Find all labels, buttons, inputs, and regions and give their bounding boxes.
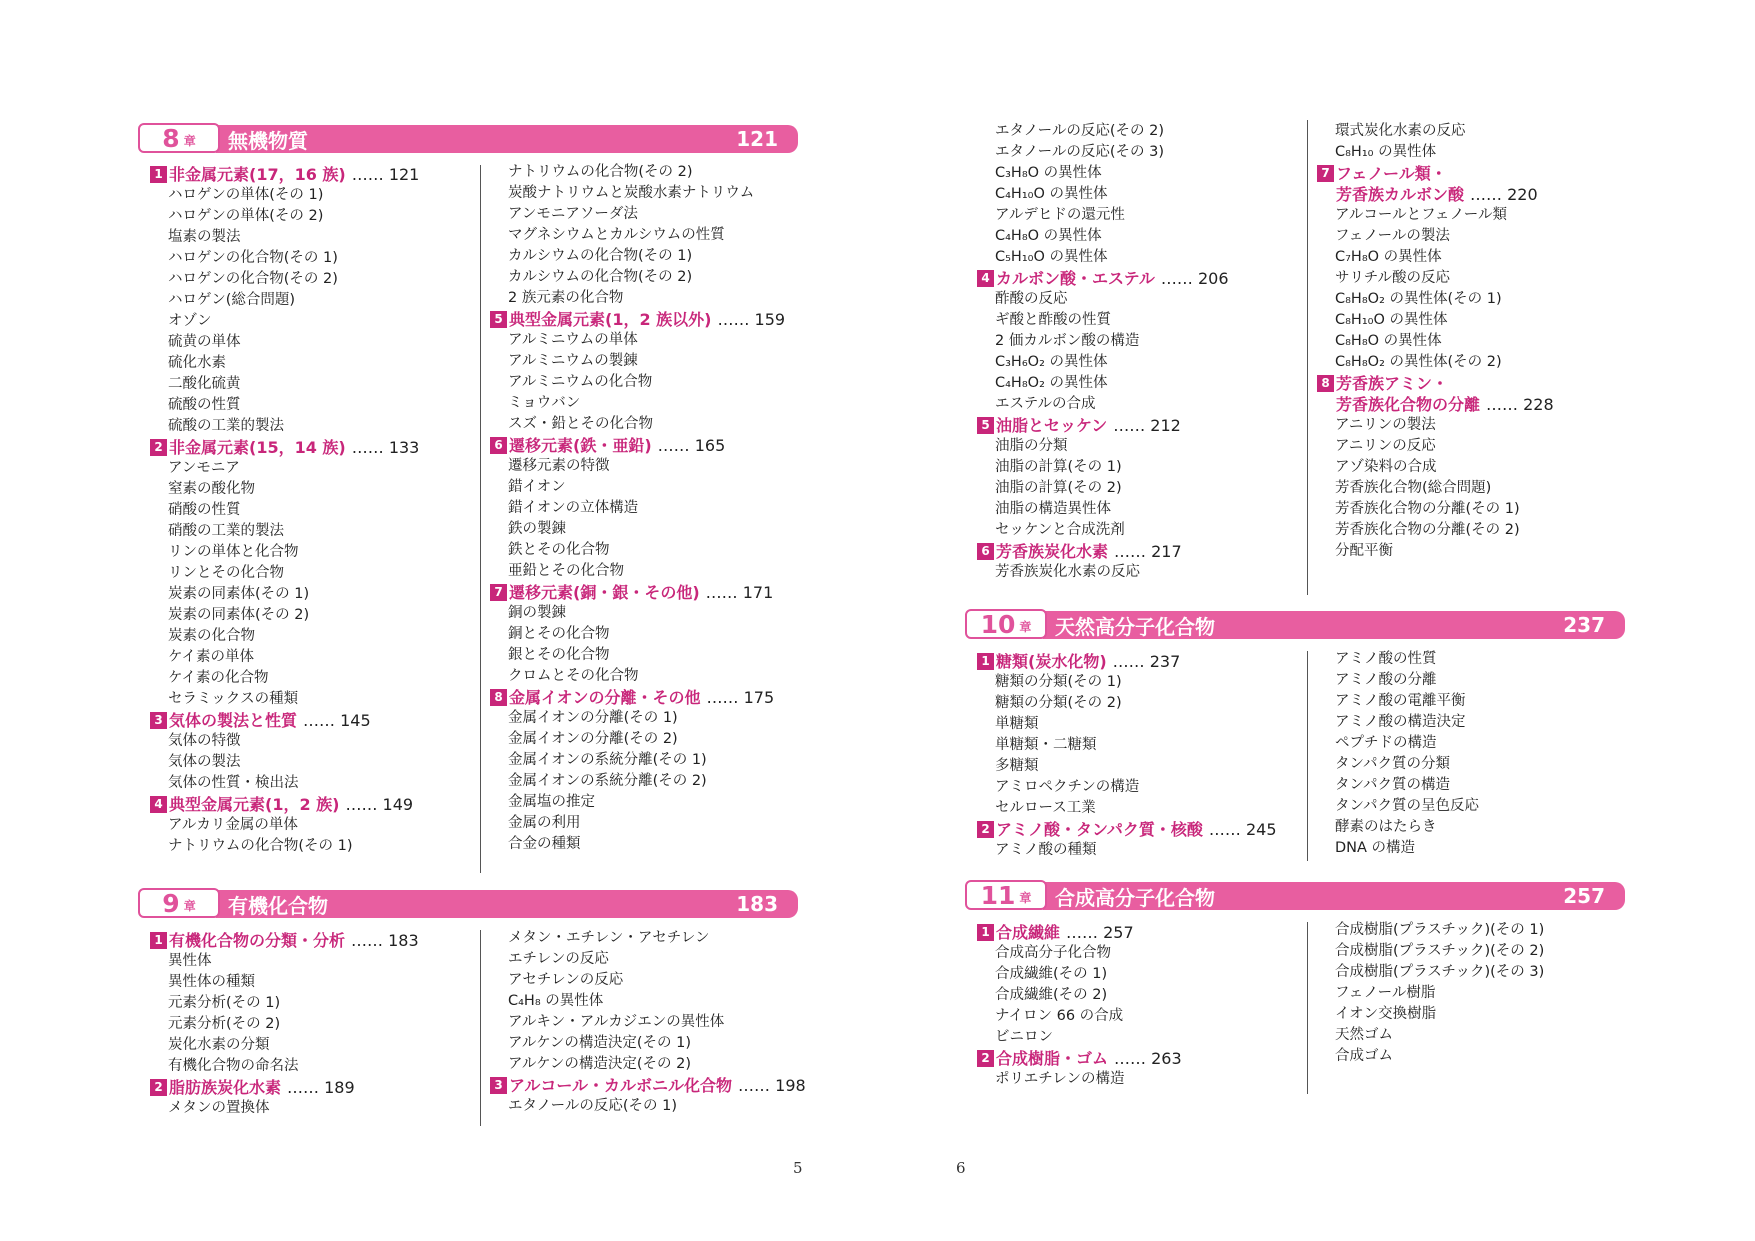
section-heading [490, 687, 810, 708]
toc-column [977, 922, 1297, 1090]
toc-item: エステルの合成 [995, 396, 1096, 412]
section-heading [977, 1048, 1297, 1069]
toc-item: アルミニウムの化合物 [508, 374, 653, 390]
toc-item: 気体の特徴 [168, 733, 241, 749]
section-number-badge: 5 [977, 417, 994, 434]
toc-item: 金属の利用 [508, 815, 581, 831]
toc-column [1317, 121, 1637, 562]
toc-item: アミノ酸の分離 [1335, 672, 1437, 688]
section-heading [490, 435, 810, 456]
section-heading [490, 1075, 810, 1096]
chapter-header [138, 888, 798, 920]
section-number-badge: 1 [150, 932, 167, 949]
section-title: 芳香族カルボン酸 [1336, 185, 1465, 204]
toc-item: C₈H₈O₂ の異性体(その 1) [1335, 291, 1502, 307]
section-heading [977, 268, 1297, 289]
toc-item: ミョウバン [508, 395, 581, 411]
toc-item: C₄H₈O の異性体 [995, 228, 1102, 244]
section-page: …… 145 [303, 711, 371, 730]
toc-item: ハロゲンの化合物(その 2) [168, 271, 338, 287]
section-page: …… 171 [705, 583, 774, 602]
toc-item: アミノ酸の電離平衡 [1335, 693, 1466, 709]
toc-item: エチレンの反応 [508, 951, 609, 967]
toc-item: エタノールの反応(その 2) [995, 123, 1164, 139]
section-title: 油脂とセッケン [996, 416, 1108, 435]
toc-item: C₈H₁₀O の異性体 [1335, 312, 1448, 328]
toc-item: 金属イオンの分離(その 2) [508, 731, 678, 747]
toc-item: 炭酸ナトリウムと炭酸水素ナトリウム [508, 185, 755, 201]
section-heading [977, 541, 1297, 562]
toc-item: 芳香族化合物の分離(その 2) [1335, 522, 1520, 538]
toc-column [1317, 920, 1637, 1067]
toc-column [977, 121, 1297, 583]
section-page: …… 245 [1208, 820, 1277, 839]
chapter-number: 9 [162, 888, 180, 918]
chapter-number-box [965, 609, 1047, 639]
chapter-suffix: 章 [1019, 620, 1032, 634]
section-heading [150, 437, 470, 458]
section-heading [150, 1077, 470, 1098]
section-number-badge: 8 [1317, 375, 1334, 392]
toc-item: 糖類の分類(その 1) [995, 674, 1122, 690]
section-number-badge: 2 [150, 439, 167, 456]
toc-item: 気体の性質・検出法 [168, 775, 299, 791]
section-title: フェノール類・ [1336, 164, 1447, 183]
toc-item: メタンの置換体 [168, 1100, 270, 1116]
toc-item: C₃H₆O₂ の異性体 [995, 354, 1108, 370]
section-page: …… 121 [351, 165, 420, 184]
section-page: …… 228 [1486, 395, 1554, 414]
page-number-left: 5 [793, 1159, 803, 1177]
toc-item: ビニロン [995, 1029, 1053, 1045]
toc-item: 単糖類・二糖類 [995, 737, 1097, 753]
section-heading [1317, 373, 1637, 394]
section-heading [150, 794, 470, 815]
toc-item: 炭素の化合物 [168, 628, 255, 644]
toc-item: 硫黄の単体 [168, 334, 241, 350]
toc-item: 合成高分子化合物 [995, 945, 1111, 961]
chapter-number: 8 [162, 123, 180, 153]
toc-item: DNA の構造 [1335, 840, 1416, 856]
toc-item: ナトリウムの化合物(その 2) [508, 164, 693, 180]
chapter-title: 合成高分子化合物 [1055, 885, 1215, 910]
toc-item: 芳香族炭化水素の反応 [995, 564, 1140, 580]
toc-item: ケイ素の化合物 [168, 670, 269, 686]
section-number-badge: 8 [490, 689, 507, 706]
chapter-page: 257 [1563, 884, 1605, 908]
section-title: 遷移元素(鉄・亜鉛) [509, 436, 652, 455]
toc-item: ハロゲン(総合問題) [168, 292, 296, 308]
section-page: …… 263 [1114, 1049, 1182, 1068]
section-title: 金属イオンの分離・その他 [509, 688, 701, 707]
chapter-page: 183 [736, 892, 778, 916]
toc-item: アルカリ金属の単体 [168, 817, 298, 833]
toc-item: フェノール樹脂 [1335, 985, 1436, 1001]
toc-item: 亜鉛とその化合物 [508, 563, 624, 579]
toc-item: 合成樹脂(プラスチック)(その 2) [1335, 943, 1545, 959]
chapter-header [965, 880, 1625, 912]
section-heading [150, 164, 470, 185]
toc-item: 有機化合物の命名法 [168, 1058, 299, 1074]
toc-item: 2 族元素の化合物 [508, 290, 624, 306]
column-divider [1307, 922, 1308, 1094]
section-number-badge: 1 [150, 166, 167, 183]
section-number-badge: 2 [150, 1079, 167, 1096]
toc-item: 合成樹脂(プラスチック)(その 1) [1335, 922, 1545, 938]
toc-item: フェノールの製法 [1335, 228, 1450, 244]
toc-item: 硫化水素 [168, 355, 226, 371]
section-number-badge: 3 [150, 712, 167, 729]
toc-item: セルロース工業 [995, 800, 1096, 816]
section-title: 脂肪族炭化水素 [169, 1078, 282, 1097]
chapter-page: 237 [1563, 613, 1605, 637]
toc-item: 合成ゴム [1335, 1048, 1393, 1064]
section-title: 典型金属元素(1，2 族) [169, 795, 340, 814]
section-title: 芳香族炭化水素 [996, 542, 1109, 561]
toc-item: C₈H₁₀ の異性体 [1335, 144, 1437, 160]
toc-item: アルコールとフェノール類 [1335, 207, 1507, 223]
section-page: …… 165 [657, 436, 726, 455]
chapter-suffix: 章 [183, 134, 196, 148]
toc-item: セラミックスの種類 [168, 691, 299, 707]
section-number-badge: 1 [977, 924, 994, 941]
toc-item: 銅の製錬 [508, 605, 566, 621]
toc-item: ポリエチレンの構造 [995, 1071, 1125, 1087]
toc-item: アミノ酸の性質 [1335, 651, 1437, 667]
toc-item: ナイロン 66 の合成 [995, 1008, 1124, 1024]
toc-item: 鉄の製錬 [508, 521, 566, 537]
toc-item: 単糖類 [995, 716, 1039, 732]
section-number-badge: 2 [977, 821, 994, 838]
chapter-suffix: 章 [183, 899, 196, 913]
toc-item: アンモニア [168, 460, 240, 476]
section-number-badge: 7 [1317, 165, 1334, 182]
toc-item: アルケンの構造決定(その 1) [508, 1035, 692, 1051]
toc-item: アルミニウムの単体 [508, 332, 638, 348]
toc-item: 金属塩の推定 [508, 794, 595, 810]
section-number-badge: 1 [977, 653, 994, 670]
section-page: …… 189 [287, 1078, 355, 1097]
toc-item: 二酸化硫黄 [168, 376, 241, 392]
toc-item: 気体の製法 [168, 754, 241, 770]
toc-column [150, 164, 470, 857]
section-page: …… 198 [738, 1076, 806, 1095]
toc-item: C₄H₈O₂ の異性体 [995, 375, 1108, 391]
toc-item: マグネシウムとカルシウムの性質 [508, 227, 725, 243]
chapter-number-box [965, 880, 1047, 910]
chapter-title: 天然高分子化合物 [1055, 614, 1215, 639]
chapter-title: 有機化合物 [228, 893, 328, 918]
section-page: …… 159 [717, 310, 786, 329]
page-number-right: 6 [956, 1159, 966, 1177]
toc-item: オゾン [168, 313, 212, 329]
toc-item: アルミニウムの製錬 [508, 353, 638, 369]
toc-item: リンとその化合物 [168, 565, 284, 581]
toc-item: ハロゲンの単体(その 1) [168, 187, 324, 203]
toc-item: 多糖類 [995, 758, 1039, 774]
section-number-badge: 3 [490, 1077, 507, 1094]
toc-item: 分配平衡 [1335, 543, 1393, 559]
toc-item: 元素分析(その 2) [168, 1016, 281, 1032]
toc-item: 2 価カルボン酸の構造 [995, 333, 1140, 349]
toc-item: C₅H₁₀O の異性体 [995, 249, 1108, 265]
section-heading [977, 922, 1297, 943]
chapter-number-box [138, 888, 220, 918]
section-heading [977, 415, 1297, 436]
chapter-header [138, 123, 798, 155]
section-number-badge: 7 [490, 584, 507, 601]
toc-item: 金属イオンの系統分離(その 1) [508, 752, 707, 768]
toc-item: 合金の種類 [508, 836, 581, 852]
column-divider [1307, 120, 1308, 595]
toc-item: 炭化水素の分類 [168, 1037, 270, 1053]
toc-item: ギ酸と酢酸の性質 [995, 312, 1111, 328]
toc-item: 硫酸の性質 [168, 397, 241, 413]
section-title: カルボン酸・エステル [996, 269, 1155, 288]
section-number-badge: 6 [977, 543, 994, 560]
chapter-title: 無機物質 [228, 128, 308, 153]
toc-item: アニリンの反応 [1335, 438, 1436, 454]
section-heading [150, 930, 470, 951]
section-page: …… 149 [345, 795, 414, 814]
toc-item: 糖類の分類(その 2) [995, 695, 1122, 711]
section-heading [977, 819, 1297, 840]
toc-item: アルキン・アルカジエンの異性体 [508, 1014, 725, 1030]
toc-item: エタノールの反応(その 1) [508, 1098, 677, 1114]
section-page: …… 257 [1066, 923, 1134, 942]
toc-item: 異性体 [168, 953, 212, 969]
section-title: 合成繊維 [996, 923, 1061, 942]
section-heading [150, 710, 470, 731]
toc-column [490, 162, 810, 855]
toc-item: 鉄とその化合物 [508, 542, 610, 558]
toc-item: セッケンと合成洗剤 [995, 522, 1125, 538]
toc-item: 硝酸の工業的製法 [168, 523, 284, 539]
toc-item: 銀とその化合物 [508, 647, 610, 663]
column-divider [1307, 651, 1308, 861]
toc-item: 酢酸の反応 [995, 291, 1068, 307]
section-heading [490, 309, 810, 330]
chapter-header [965, 609, 1625, 641]
section-heading [1317, 163, 1637, 184]
toc-item: 芳香族化合物の分離(その 1) [1335, 501, 1520, 517]
toc-item: 錯イオンの立体構造 [508, 500, 639, 516]
toc-item: 金属イオンの分離(その 1) [508, 710, 678, 726]
toc-item: ハロゲンの化合物(その 1) [168, 250, 338, 266]
chapter-title-bar [1043, 611, 1625, 639]
toc-item: スズ・鉛とその化合物 [508, 416, 653, 432]
toc-item: クロムとその化合物 [508, 668, 639, 684]
section-number-badge: 5 [490, 311, 507, 328]
section-number-badge: 4 [977, 270, 994, 287]
section-page: …… 206 [1160, 269, 1229, 288]
section-title: 有機化合物の分類・分析 [169, 931, 346, 950]
section-number-badge: 2 [977, 1050, 994, 1067]
toc-item: タンパク質の分類 [1335, 756, 1450, 772]
toc-column [1317, 649, 1637, 859]
chapter-title-bar [1043, 882, 1625, 910]
toc-item: 炭素の同素体(その 2) [168, 607, 310, 623]
section-page: …… 237 [1112, 652, 1181, 671]
toc-item: サリチル酸の反応 [1335, 270, 1450, 286]
toc-item: C₈H₈O の異性体 [1335, 333, 1442, 349]
toc-item: アミノ酸の種類 [995, 842, 1097, 858]
section-page: …… 217 [1114, 542, 1182, 561]
toc-item: ナトリウムの化合物(その 1) [168, 838, 353, 854]
toc-item: 銅とその化合物 [508, 626, 610, 642]
section-title: 非金属元素(17，16 族) [169, 165, 346, 184]
toc-item: 合成樹脂(プラスチック)(その 3) [1335, 964, 1545, 980]
toc-item: タンパク質の呈色反応 [1335, 798, 1479, 814]
section-title: 糖類(炭水化物) [996, 652, 1107, 671]
toc-item: 硝酸の性質 [168, 502, 241, 518]
section-number-badge: 6 [490, 437, 507, 454]
toc-item: ケイ素の単体 [168, 649, 254, 665]
section-title: 遷移元素(銅・銀・その他) [509, 583, 700, 602]
section-title: 合成樹脂・ゴム [996, 1049, 1109, 1068]
toc-item: アミロペクチンの構造 [995, 779, 1140, 795]
toc-item: 硫酸の工業的製法 [168, 418, 284, 434]
section-heading [977, 651, 1297, 672]
toc-item: タンパク質の構造 [1335, 777, 1450, 793]
toc-item: ペプチドの構造 [1335, 735, 1437, 751]
toc-item: 遷移元素の特徴 [508, 458, 610, 474]
section-title: 非金属元素(15，14 族) [169, 438, 346, 457]
toc-item: アルデヒドの還元性 [995, 207, 1125, 223]
toc-item: アゾ染料の合成 [1335, 459, 1437, 475]
toc-item: アルケンの構造決定(その 2) [508, 1056, 692, 1072]
toc-item: 合成繊維(その 1) [995, 966, 1108, 982]
chapter-number: 11 [980, 880, 1016, 910]
toc-item: 炭素の同素体(その 1) [168, 586, 310, 602]
toc-item: イオン交換樹脂 [1335, 1006, 1437, 1022]
toc-item: カルシウムの化合物(その 2) [508, 269, 693, 285]
section-heading [1317, 394, 1637, 415]
toc-item: 油脂の計算(その 1) [995, 459, 1122, 475]
section-title: 芳香族アミン・ [1336, 374, 1449, 393]
toc-item: 天然ゴム [1335, 1027, 1393, 1043]
toc-item: C₄H₈ の異性体 [508, 993, 604, 1009]
section-title: 気体の製法と性質 [169, 711, 298, 730]
column-divider [480, 930, 481, 1126]
toc-column [977, 651, 1297, 861]
toc-item: C₈H₈O₂ の異性体(その 2) [1335, 354, 1502, 370]
toc-item: 油脂の分類 [995, 438, 1068, 454]
chapter-number-box [138, 123, 220, 153]
toc-item: C₄H₁₀O の異性体 [995, 186, 1108, 202]
toc-column [490, 928, 810, 1117]
toc-item: C₇H₈O の異性体 [1335, 249, 1442, 265]
toc-item: 元素分析(その 1) [168, 995, 281, 1011]
toc-item: 油脂の計算(その 2) [995, 480, 1122, 496]
section-page: …… 183 [351, 931, 419, 950]
toc-item: C₃H₈O の異性体 [995, 165, 1102, 181]
section-page: …… 212 [1113, 416, 1181, 435]
toc-item: 錯イオン [508, 479, 566, 495]
section-title: 典型金属元素(1，2 族以外) [509, 310, 712, 329]
toc-item: 塩素の製法 [168, 229, 241, 245]
toc-item: ハロゲンの単体(その 2) [168, 208, 324, 224]
toc-item: アミノ酸の構造決定 [1335, 714, 1466, 730]
chapter-suffix: 章 [1019, 891, 1032, 905]
toc-item: 金属イオンの系統分離(その 2) [508, 773, 707, 789]
toc-column [150, 930, 470, 1119]
section-title: アミノ酸・タンパク質・核酸 [996, 820, 1203, 839]
section-number-badge: 4 [150, 796, 167, 813]
section-title: 芳香族化合物の分離 [1336, 395, 1481, 414]
toc-item: アニリンの製法 [1335, 417, 1436, 433]
section-page: …… 220 [1470, 185, 1538, 204]
chapter-page: 121 [736, 127, 778, 151]
toc-item: 異性体の種類 [168, 974, 255, 990]
toc-item: 環式炭化水素の反応 [1335, 123, 1466, 139]
chapter-title-bar [216, 125, 798, 153]
section-page: …… 133 [351, 438, 420, 457]
section-heading [490, 582, 810, 603]
column-divider [480, 165, 481, 873]
toc-item: メタン・エチレン・アセチレン [508, 930, 710, 946]
toc-item: アンモニアソーダ法 [508, 206, 638, 222]
toc-item: アセチレンの反応 [508, 972, 624, 988]
toc-item: 酵素のはたらき [1335, 819, 1437, 835]
section-heading [1317, 184, 1637, 205]
toc-item: エタノールの反応(その 3) [995, 144, 1164, 160]
toc-item: 窒素の酸化物 [168, 481, 255, 497]
chapter-title-bar [216, 890, 798, 918]
toc-item: 油脂の構造異性体 [995, 501, 1111, 517]
toc-item: リンの単体と化合物 [168, 544, 299, 560]
section-title: アルコール・カルボニル化合物 [509, 1076, 733, 1095]
chapter-number: 10 [980, 609, 1016, 639]
toc-item: 芳香族化合物(総合問題) [1335, 480, 1492, 496]
section-page: …… 175 [706, 688, 775, 707]
toc-item: カルシウムの化合物(その 1) [508, 248, 693, 264]
toc-item: 合成繊維(その 2) [995, 987, 1108, 1003]
